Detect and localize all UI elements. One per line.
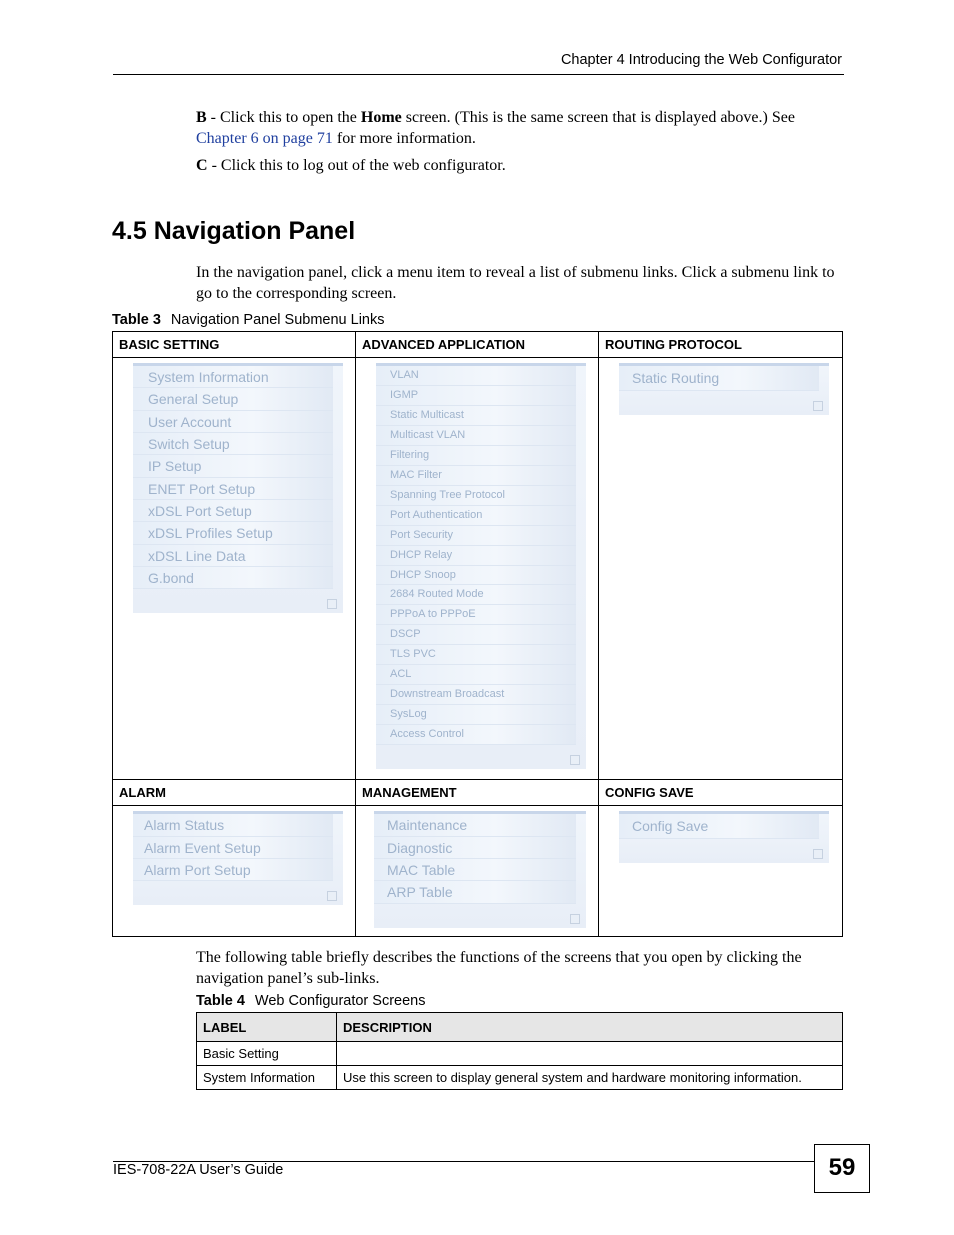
header-routing-protocol: ROUTING PROTOCOL: [599, 332, 843, 358]
resize-grip-icon: [813, 849, 823, 859]
row-label: System Information: [197, 1066, 337, 1090]
advanced-application-cell: [356, 358, 599, 780]
menu-item-xdsl-line-data[interactable]: xDSL Line Data: [133, 545, 333, 567]
menu-item-dscp[interactable]: DSCP: [376, 625, 576, 645]
menu-footer: [376, 745, 586, 769]
menu-item-enet-port-setup[interactable]: ENET Port Setup: [133, 478, 333, 500]
basic-setting-cell: [113, 358, 356, 780]
resize-grip-icon: [327, 599, 337, 609]
page-number: 59: [814, 1144, 870, 1193]
menu-item-maintenance[interactable]: Maintenance: [374, 814, 576, 836]
menu-item-xdsl-port-setup[interactable]: xDSL Port Setup: [133, 500, 333, 522]
web-configurator-screens-table: [196, 1012, 843, 1090]
header-alarm: ALARM: [113, 780, 356, 806]
menu-item-dhcp-relay[interactable]: DHCP Relay: [376, 546, 576, 566]
menu-item-system-information[interactable]: System Information: [133, 366, 333, 388]
menu-item-pppoa-to-pppoe[interactable]: PPPoA to PPPoE: [376, 605, 576, 625]
menu-item-2684-routed-mode[interactable]: 2684 Routed Mode: [376, 585, 576, 605]
table3-title: Navigation Panel Submenu Links: [170, 312, 385, 328]
alarm-menu: [133, 811, 343, 905]
table4-label: Table 4: [196, 993, 245, 1009]
config-save-cell: [599, 806, 843, 937]
table-row: [197, 1042, 843, 1066]
header-basic-setting: BASIC SETTING: [113, 332, 356, 358]
routing-protocol-menu: [619, 363, 829, 415]
header-advanced-application: ADVANCED APPLICATION: [356, 332, 599, 358]
advanced-application-menu: [376, 363, 586, 769]
menu-item-arp-table[interactable]: ARP Table: [374, 881, 576, 903]
menu-item-mac-filter[interactable]: MAC Filter: [376, 466, 576, 486]
text: - Click this to log out of the web configurator.: [207, 157, 506, 174]
menu-item-user-account[interactable]: User Account: [133, 411, 333, 433]
menu-item-switch-setup[interactable]: Switch Setup: [133, 433, 333, 455]
menu-item-xdsl-profiles-setup[interactable]: xDSL Profiles Setup: [133, 522, 333, 544]
menu-item-alarm-event-setup[interactable]: Alarm Event Setup: [133, 837, 333, 859]
menu-item-mac-table[interactable]: MAC Table: [374, 859, 576, 881]
menu-item-general-setup[interactable]: General Setup: [133, 388, 333, 410]
menu-item-port-security[interactable]: Port Security: [376, 526, 576, 546]
menu-item-g-bond[interactable]: G.bond: [133, 567, 333, 589]
navigation-submenu-table: [112, 331, 843, 937]
text: screen. (This is the same screen that is displayed above.) See: [401, 109, 795, 126]
following-paragraph: The following table briefly describes the functions of the screens that you open by clicking the navigation panel’s sub-links.: [196, 949, 802, 987]
menu-item-tls-pvc[interactable]: TLS PVC: [376, 645, 576, 665]
menu-item-diagnostic[interactable]: Diagnostic: [374, 837, 576, 859]
text: for more information.: [332, 130, 476, 147]
table4-title: Web Configurator Screens: [254, 993, 426, 1009]
config-save-menu: [619, 811, 829, 863]
menu-item-acl[interactable]: ACL: [376, 665, 576, 685]
key-c: C: [196, 157, 208, 174]
table-header-row: [113, 780, 843, 806]
menu-item-spanning-tree-protocol[interactable]: Spanning Tree Protocol: [376, 486, 576, 506]
menu-item-access-control[interactable]: Access Control: [376, 725, 576, 745]
header-rule: [113, 74, 844, 75]
basic-setting-menu: [133, 363, 343, 613]
table3-caption: [112, 312, 385, 328]
header-label: LABEL: [197, 1013, 337, 1042]
table-header-row: [113, 332, 843, 358]
menu-item-alarm-port-setup[interactable]: Alarm Port Setup: [133, 859, 333, 881]
table-header-row: [197, 1013, 843, 1042]
management-cell: [356, 806, 599, 937]
alarm-cell: [113, 806, 356, 937]
header-description: DESCRIPTION: [337, 1013, 843, 1042]
menu-item-igmp[interactable]: IGMP: [376, 386, 576, 406]
menu-item-alarm-status[interactable]: Alarm Status: [133, 814, 333, 836]
header-config-save: CONFIG SAVE: [599, 780, 843, 806]
row-description: Use this screen to display general system and hardware monitoring information.: [337, 1066, 843, 1090]
table-row: [197, 1066, 843, 1090]
section-title: 4.5 Navigation Panel: [112, 217, 356, 245]
menu-item-multicast-vlan[interactable]: Multicast VLAN: [376, 426, 576, 446]
text: - Click this to open the: [206, 109, 361, 126]
row-description: [337, 1042, 843, 1066]
chapter-6-link[interactable]: Chapter 6 on page 71: [196, 130, 333, 147]
menu-footer: [133, 589, 343, 613]
menu-item-ip-setup[interactable]: IP Setup: [133, 455, 333, 477]
menu-footer: [374, 904, 586, 928]
menu-item-filtering[interactable]: Filtering: [376, 446, 576, 466]
running-header: Chapter 4 Introducing the Web Configurator: [560, 52, 842, 68]
table3-label: Table 3: [112, 312, 161, 328]
key-b: B: [196, 109, 207, 126]
header-management: MANAGEMENT: [356, 780, 599, 806]
menu-footer: [619, 839, 829, 863]
menu-item-syslog[interactable]: SysLog: [376, 705, 576, 725]
menu-footer: [133, 881, 343, 905]
section-paragraph: In the navigation panel, click a menu item to reveal a list of submenu links. Click a submenu link to go to the corresponding screen.: [196, 264, 835, 302]
menu-item-config-save[interactable]: Config Save: [619, 814, 819, 839]
management-menu: [374, 811, 586, 927]
paragraph-b: [196, 107, 844, 149]
footer-guide-title: IES-708-22A User’s Guide: [113, 1162, 284, 1178]
menu-item-dhcp-snoop[interactable]: DHCP Snoop: [376, 566, 576, 586]
paragraph-c: [196, 155, 844, 176]
home-term: Home: [360, 109, 402, 126]
resize-grip-icon: [327, 891, 337, 901]
menu-item-downstream-broadcast[interactable]: Downstream Broadcast: [376, 685, 576, 705]
table4-caption: [196, 993, 426, 1009]
menu-item-static-routing[interactable]: Static Routing: [619, 366, 819, 391]
row-label: Basic Setting: [197, 1042, 337, 1066]
menu-item-port-authentication[interactable]: Port Authentication: [376, 506, 576, 526]
resize-grip-icon: [813, 401, 823, 411]
routing-protocol-cell: [599, 358, 843, 780]
resize-grip-icon: [570, 914, 580, 924]
resize-grip-icon: [570, 755, 580, 765]
menu-footer: [619, 391, 829, 415]
menu-item-vlan[interactable]: VLAN: [376, 366, 576, 386]
menu-item-static-multicast[interactable]: Static Multicast: [376, 406, 576, 426]
